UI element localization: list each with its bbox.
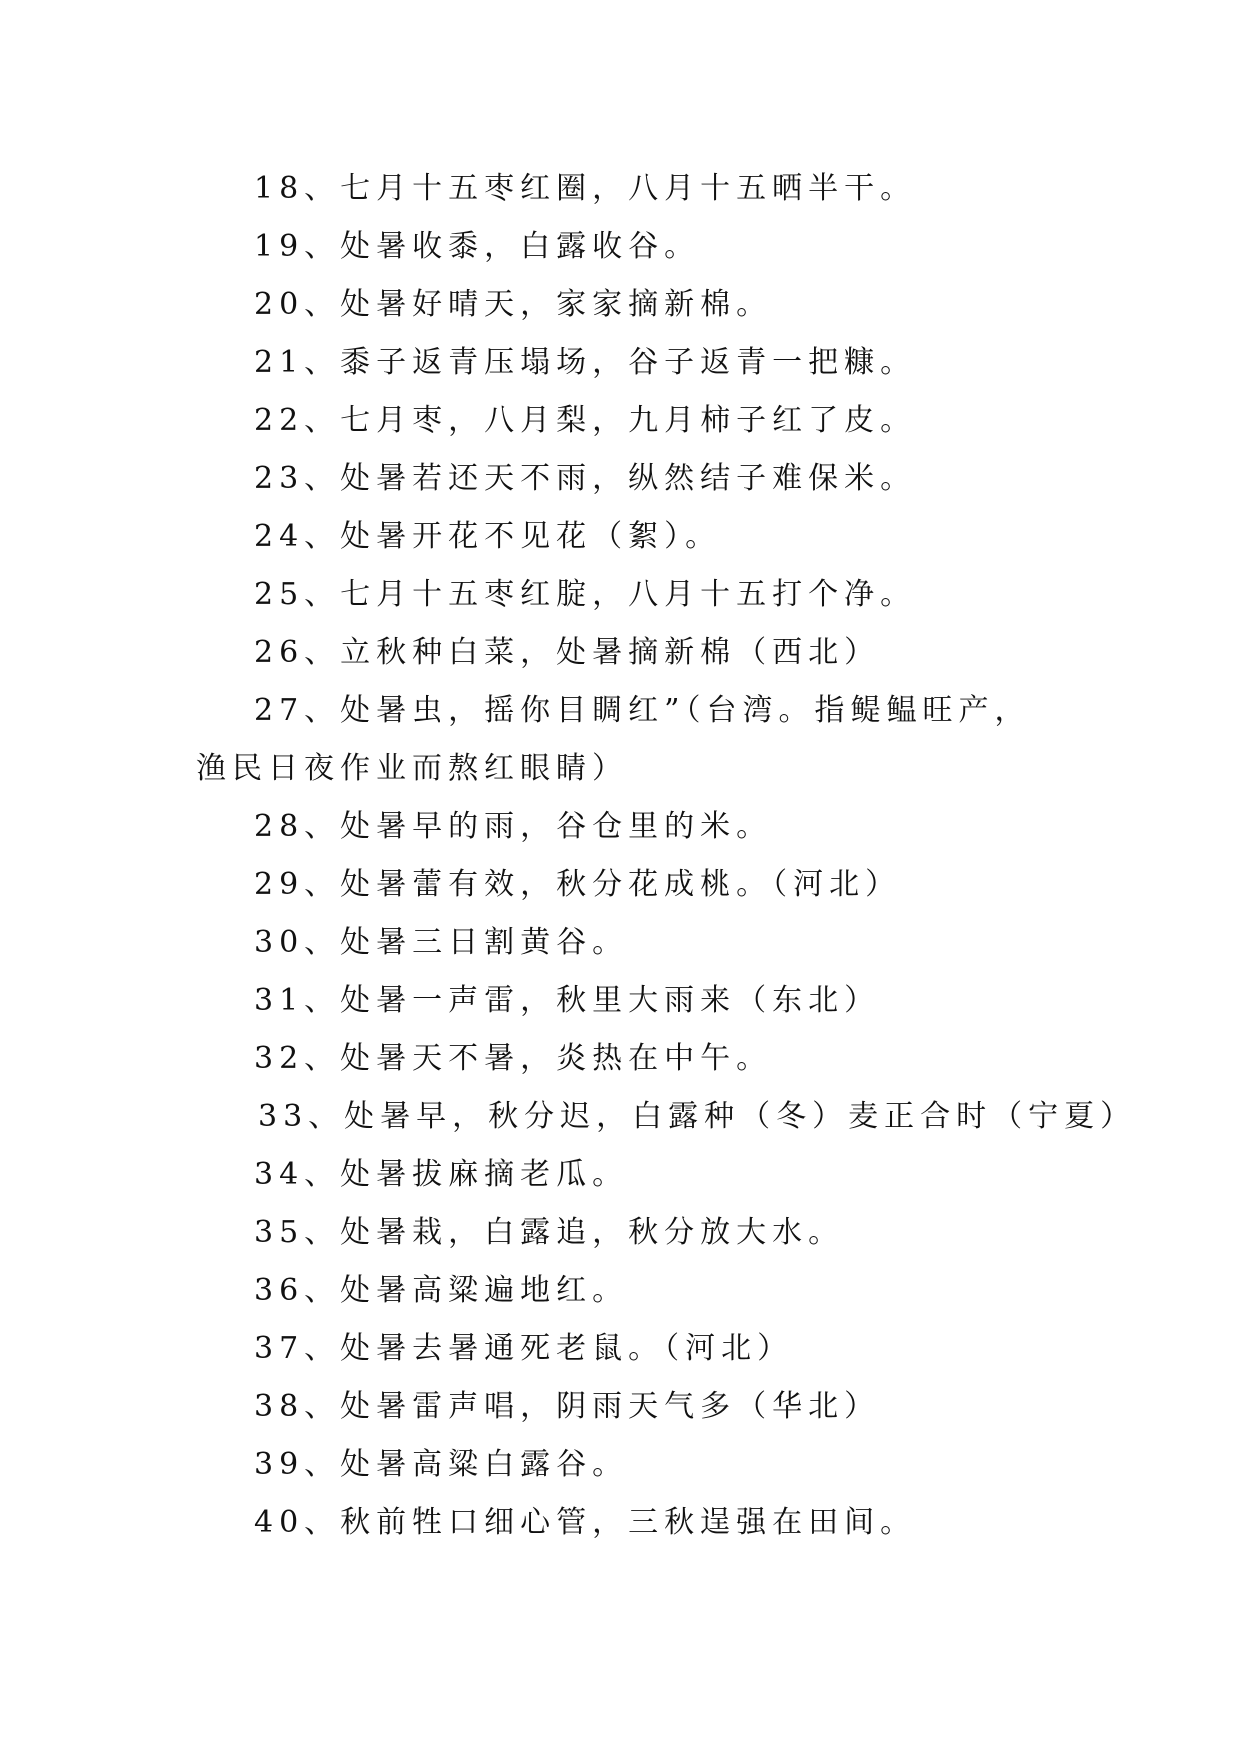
proverb-line: 26、立秋种白菜，处暑摘新棉（西北） (254, 635, 881, 670)
proverb-line: 29、处暑蕾有效，秋分花成桃。（河北） (254, 867, 902, 902)
proverb-line: 30、处暑三日割黄谷。 (254, 925, 629, 960)
proverb-line: 23、处暑若还天不雨，纵然结子难保米。 (254, 461, 917, 496)
proverb-line: 20、处暑好晴天，家家摘新棉。 (254, 287, 773, 322)
proverb-line: 38、处暑雷声唱，阴雨天气多（华北） (254, 1389, 881, 1424)
proverb-line: 32、处暑天不暑，炎热在中午。 (254, 1041, 773, 1076)
proverb-line: 34、处暑拔麻摘老瓜。 (254, 1157, 629, 1192)
proverb-line: 40、秋前牲口细心管，三秋逞强在田间。 (254, 1505, 917, 1540)
proverb-line: 37、处暑去暑通死老鼠。（河北） (254, 1331, 794, 1366)
proverb-line: 27、处暑虫，摇你目睭红”（台湾。指鳀鳁旺产，渔民日夜作业而熬红眼睛） (196, 693, 1031, 786)
proverb-line: 25、七月十五枣红腚，八月十五打个净。 (254, 577, 917, 612)
proverb-line: 39、处暑高粱白露谷。 (254, 1447, 629, 1482)
proverb-line: 33、处暑早，秋分迟，白露种（冬）麦正合时（宁夏） (258, 1099, 1137, 1134)
proverb-line: 35、处暑栽，白露追，秋分放大水。 (254, 1215, 845, 1250)
proverb-line: 19、处暑收黍，白露收谷。 (254, 229, 701, 264)
proverb-line: 18、七月十五枣红圈，八月十五晒半干。 (254, 171, 917, 206)
proverb-list (196, 160, 1137, 1552)
proverb-line: 36、处暑高粱遍地红。 (254, 1273, 629, 1308)
proverb-line: 31、处暑一声雷，秋里大雨来（东北） (254, 983, 881, 1018)
proverb-line: 24、处暑开花不见花（絮）。 (254, 519, 722, 554)
proverb-line: 28、处暑早的雨，谷仓里的米。 (254, 809, 773, 844)
proverb-line: 22、七月枣，八月梨，九月柿子红了皮。 (254, 403, 917, 438)
proverb-line: 21、黍子返青压塌场，谷子返青一把糠。 (254, 345, 917, 380)
